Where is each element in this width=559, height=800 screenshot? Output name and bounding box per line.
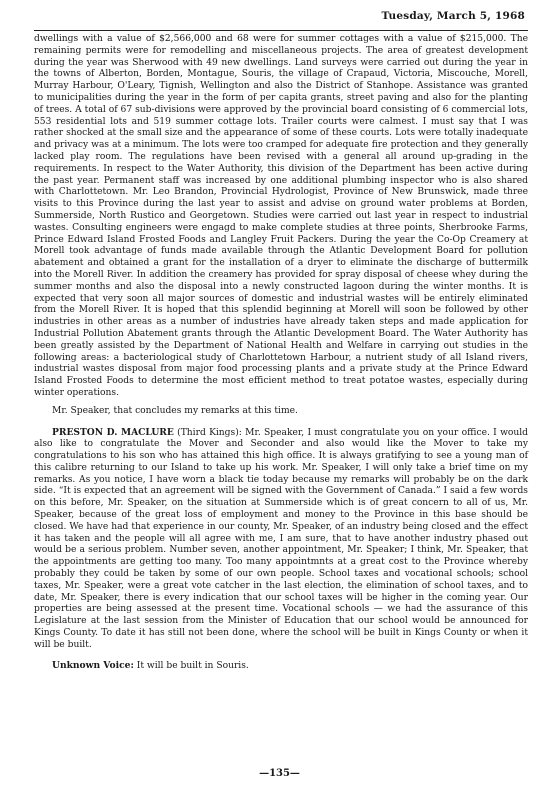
paragraph-maclure <box>34 427 528 652</box>
speech-text: (Third Kings): Mr. Speaker, I must congratulate you on your office. I would also like to congratulate the Mover and Seconder and also would like the Mover to take my congratulations to his son who has attained this high office. It is always gratifying to see a young man of this calibre returning to our Island to take up his work. Mr. Speaker, I will only take a brief time on my remarks. As you notice, I have worn a black tie today because my remarks will probably be on the dark side. “It is expected that an agreement will be signed with the Government of Canada.” I said a few words on this before, Mr. Speaker, on the situation at Summerside which is of great concern to all of us, Mr. Speaker, because of the great loss of employment and money to the Province in this base should be closed. We have had that experience in our county, Mr. Speaker, of an industry being closed and the effect it has taken and the people will all agree with me, I am sure, that to have another industry phased out would be a serious problem. Number seven, another appointment, Mr. Speaker; I think, Mr. Speaker, that the appointments are getting too many. Too many appointmnts at a great cost to the Province whereby probably they could be taken by some of our own people. School taxes and vocational schools; school taxes, Mr. Speaker, were a great vote catcher in the last election, the elimination of school taxes, and to date, Mr. Speaker, there is every indication that our school taxes will be higher in the coming year. Our properties are being assessed at the present time. Vocational schools — we had the assurance of this Legislature at the last session from the Minister of Education that our school would be announced for Kings County. To date it has still not been done, where the school will be built in Kings County or when it will be built. <box>34 427 529 650</box>
header-rule <box>34 30 528 31</box>
speaker-name: Unknown Voice: <box>52 659 134 671</box>
document-body <box>34 34 528 672</box>
page-header-date: Tuesday, March 5, 1968 <box>381 10 525 22</box>
paragraph-unknown-voice <box>34 660 528 673</box>
speaker-name: PRESTON D. MACLURE <box>52 426 174 438</box>
page-number: —135— <box>259 768 300 779</box>
paragraph-report: dwellings with a value of $2,566,000 and 68 were for summer cottages with a value of $215,000. The remaining permits were for remodelling and miscellaneous projects. The area of greatest development during the year was Sherwood with 49 new dwellings. Land surveys were carried out during the year in the towns of Alberton, Borden, Montague, Souris, the village of Crapaud, Victoria, Miscouche, Morell, Murray Harbour, O'Leary, Tignish, Wellington and also the District of Stanhope. Assistance was granted to municipalities during the year in the form of per capita grants, street paving and also for the planting of trees. A total of 67 sub-divisions were approved by the provincial board consisting of 6 commercial lots, 553 residential lots and 519 summer cottage lots. Trailer courts were calmest. I must say that I was rather shocked at the small size and the appearance of some of these courts. Lots were totally inadequate and privacy was at a minimum. The lots were too cramped for adequate fire protection and they generally lacked play room. The regulations have been revised with a general all around up-grading in the requirements. In respect to the Water Authority, this division of the Department has been active during the past year. Permanent staff was increased by one additional plumbing inspector who is also shared with Charlottetown. Mr. Leo Brandon, Provincial Hydrologist, Province of New Brunswick, made three visits to this Province during the last year to assist and advise on ground water problems at Borden, Summerside, North Rustico and Georgetown. Studies were carried out last year in respect to industrial wastes. Consulting engineers were engagd to make complete studies at three points, Sherbrooke Farms, Prince Edward Island Frosted Foods and Langley Fruit Packers. During the year the Co-Op Creamery at Morell took advantage of funds made available through the Atlantic Development Board for pollution abatement and obtained a grant for the installation of a dryer to eliminate the discharge of buttermilk into the Morell River. In addition the creamery has provided for spray disposal of cheese whey during the summer months and also the disposal into a newly constructed lagoon during the winter months. It is expected that very soon all major sources of domestic and industrial wastes will be entirely eliminated from the Morell River. It is hoped that this splendid beginning at Morell will soon be followed by other industries in other areas as a number of industries have already taken steps and made application for Industrial Pollution Abatement grants through the Atlantic Development Board. The Water Authority has been greatly assisted by the Department of National Health and Welfare in carrying out studies in the following areas: a bacteriological study of Charlottetown Harbour, a nutrient study of all Island rivers, industrial wastes disposal from major food processing plants and a private study at the Prince Edward Island Frosted Foods to determine the most efficient method to treat potatoe wastes, especially during winter operations. <box>34 34 528 398</box>
paragraph-closing: Mr. Speaker, that concludes my remarks at this time. <box>52 405 298 416</box>
speech-text: It will be built in Souris. <box>133 660 249 671</box>
